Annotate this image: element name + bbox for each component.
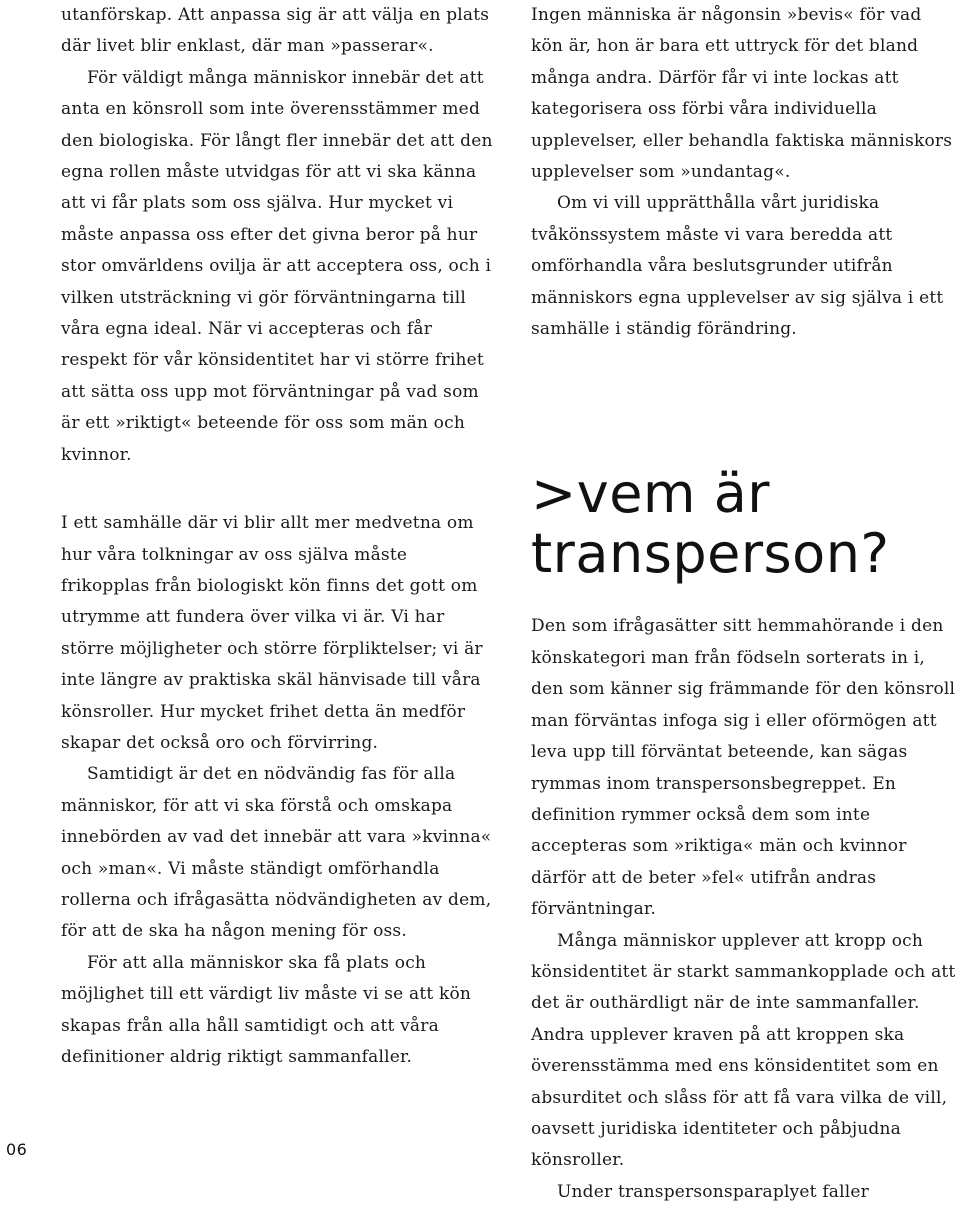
section-gap (531, 345, 956, 464)
heading-line: >vem är (531, 462, 770, 526)
paragraph: Om vi vill upprätthålla vårt juridiska tvåkönssystem måste vi vara beredda att omförhandla våra beslutsgrunder utifrån människors egna upplevelser av sig själva i ett samhälle i ständig förändring. (531, 193, 944, 340)
paragraph-gap (61, 471, 501, 508)
paragraph: utanförskap. Att anpassa sig är att välja en plats där livet blir enklast, där man »passerar«. (61, 5, 490, 57)
section-heading (531, 464, 956, 584)
paragraph: Under transpersonsparaplyet faller (557, 1181, 870, 1202)
paragraph: För att alla människor ska få plats och möjlighet till ett värdigt liv måste vi se att kön skapas från alla håll samtidigt och att våra definitioner aldrig riktigt sammanfaller. (61, 952, 472, 1067)
heading-gap (531, 584, 956, 611)
paragraph: Den som ifrågasätter sitt hemmahörande i den könskategori man från födseln sorterats in i, den som känner sig främmande för den könsroll man förväntas infoga sig i eller oförmögen att leva upp till förväntat beteende, kan sägas rymmas inom transpersonsbegreppet. En definition rymmer också dem som inte accepteras som »riktiga« män och kvinnor därför att de beter »fel« utifrån andras förväntningar. (531, 616, 956, 920)
paragraph: I ett samhälle där vi blir allt mer medvetna om hur våra tolkningar av oss själva måste frikopplas från biologiskt kön finns det gott om utrymme att fundera över vilka vi är. Vi har större möjligheter och större förpliktelser; vi är inte längre av praktiska skäl hänvisade till våra könsroller. Hur mycket frihet detta än medför skapar det också oro och förvirring. (61, 513, 483, 753)
page-number: 06 (6, 1140, 28, 1159)
heading-line: transperson? (531, 522, 890, 586)
paragraph: Samtidigt är det en nödvändig fas för alla människor, för att vi ska förstå och omskapa innebörden av vad det innebär att vara »kvinna« och »man«. Vi måste ständigt omförhandla rollerna och ifrågasätta nödvändigheten av dem, för att de ska ha någon mening för oss. (61, 764, 492, 942)
paragraph: Många människor upplever att kropp och könsidentitet är starkt sammankopplade och att det är outhärdligt när de inte sammanfaller. Andra upplever kraven på att kroppen ska överensstämma med ens könsidentitet som en absurditet och slåss för att få vara vilka de vill, oavsett juridiska identiteter och påbjudna könsroller. (531, 930, 956, 1171)
paragraph: För väldigt många människor innebär det att anta en könsroll som inte överensstämmer med den biologiska. För långt fler innebär det att den egna rollen måste utvidgas för att vi ska känna att vi får plats som oss själva. Hur mycket vi måste anpassa oss efter det givna beror på hur stor omvärldens ovilja är att acceptera oss, och i vilken utsträckning vi gör förväntningarna till våra egna ideal. När vi accepteras och får respekt för vår könsidentitet har vi större frihet att sätta oss upp mot förväntningar på vad som är ett »riktigt« beteende för oss som män och kvinnor. (61, 67, 493, 465)
paragraph: Ingen människa är någonsin »bevis« för vad kön är, hon är bara ett uttryck för det bland många andra. Därför får vi inte lockas att kategorisera oss förbi våra individuella upplevelser, eller behandla faktiska människors upplevelser som »undantag«. (531, 5, 953, 183)
left-column (61, 0, 501, 1073)
right-column (531, 0, 956, 1208)
